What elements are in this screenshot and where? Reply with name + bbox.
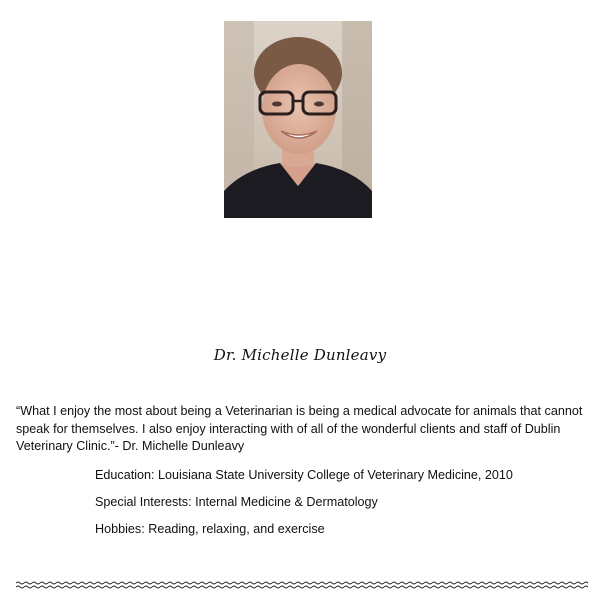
wavy-divider <box>16 581 588 589</box>
hobbies-label: Hobbies: <box>95 522 145 536</box>
hobbies-value: Reading, relaxing, and exercise <box>148 522 325 536</box>
special-interests-line <box>95 494 378 510</box>
doctor-name: Dr. Michelle Dunleavy <box>213 346 387 364</box>
education-line <box>95 467 513 483</box>
education-label: Education: <box>95 468 155 482</box>
doctor-quote <box>16 403 588 456</box>
portrait-illustration <box>224 21 372 218</box>
special-interests-value: Internal Medicine & Dermatology <box>195 495 378 509</box>
special-interests-label: Special Interests: <box>95 495 192 509</box>
education-value: Louisiana State University College of Veterinary Medicine, 2010 <box>158 468 513 482</box>
quote-line: speak for themselves. I also enjoy interacting with of all of the wonderful clients and staff of Dublin <box>16 421 561 436</box>
portrait-photo <box>224 21 372 218</box>
quote-line: “What I enjoy the most about being a Veterinarian is being a medical advocate for animals that cannot <box>16 404 583 418</box>
quote-line: Veterinary Clinic.”- Dr. Michelle Dunleavy <box>16 439 245 453</box>
hobbies-line <box>95 521 325 537</box>
